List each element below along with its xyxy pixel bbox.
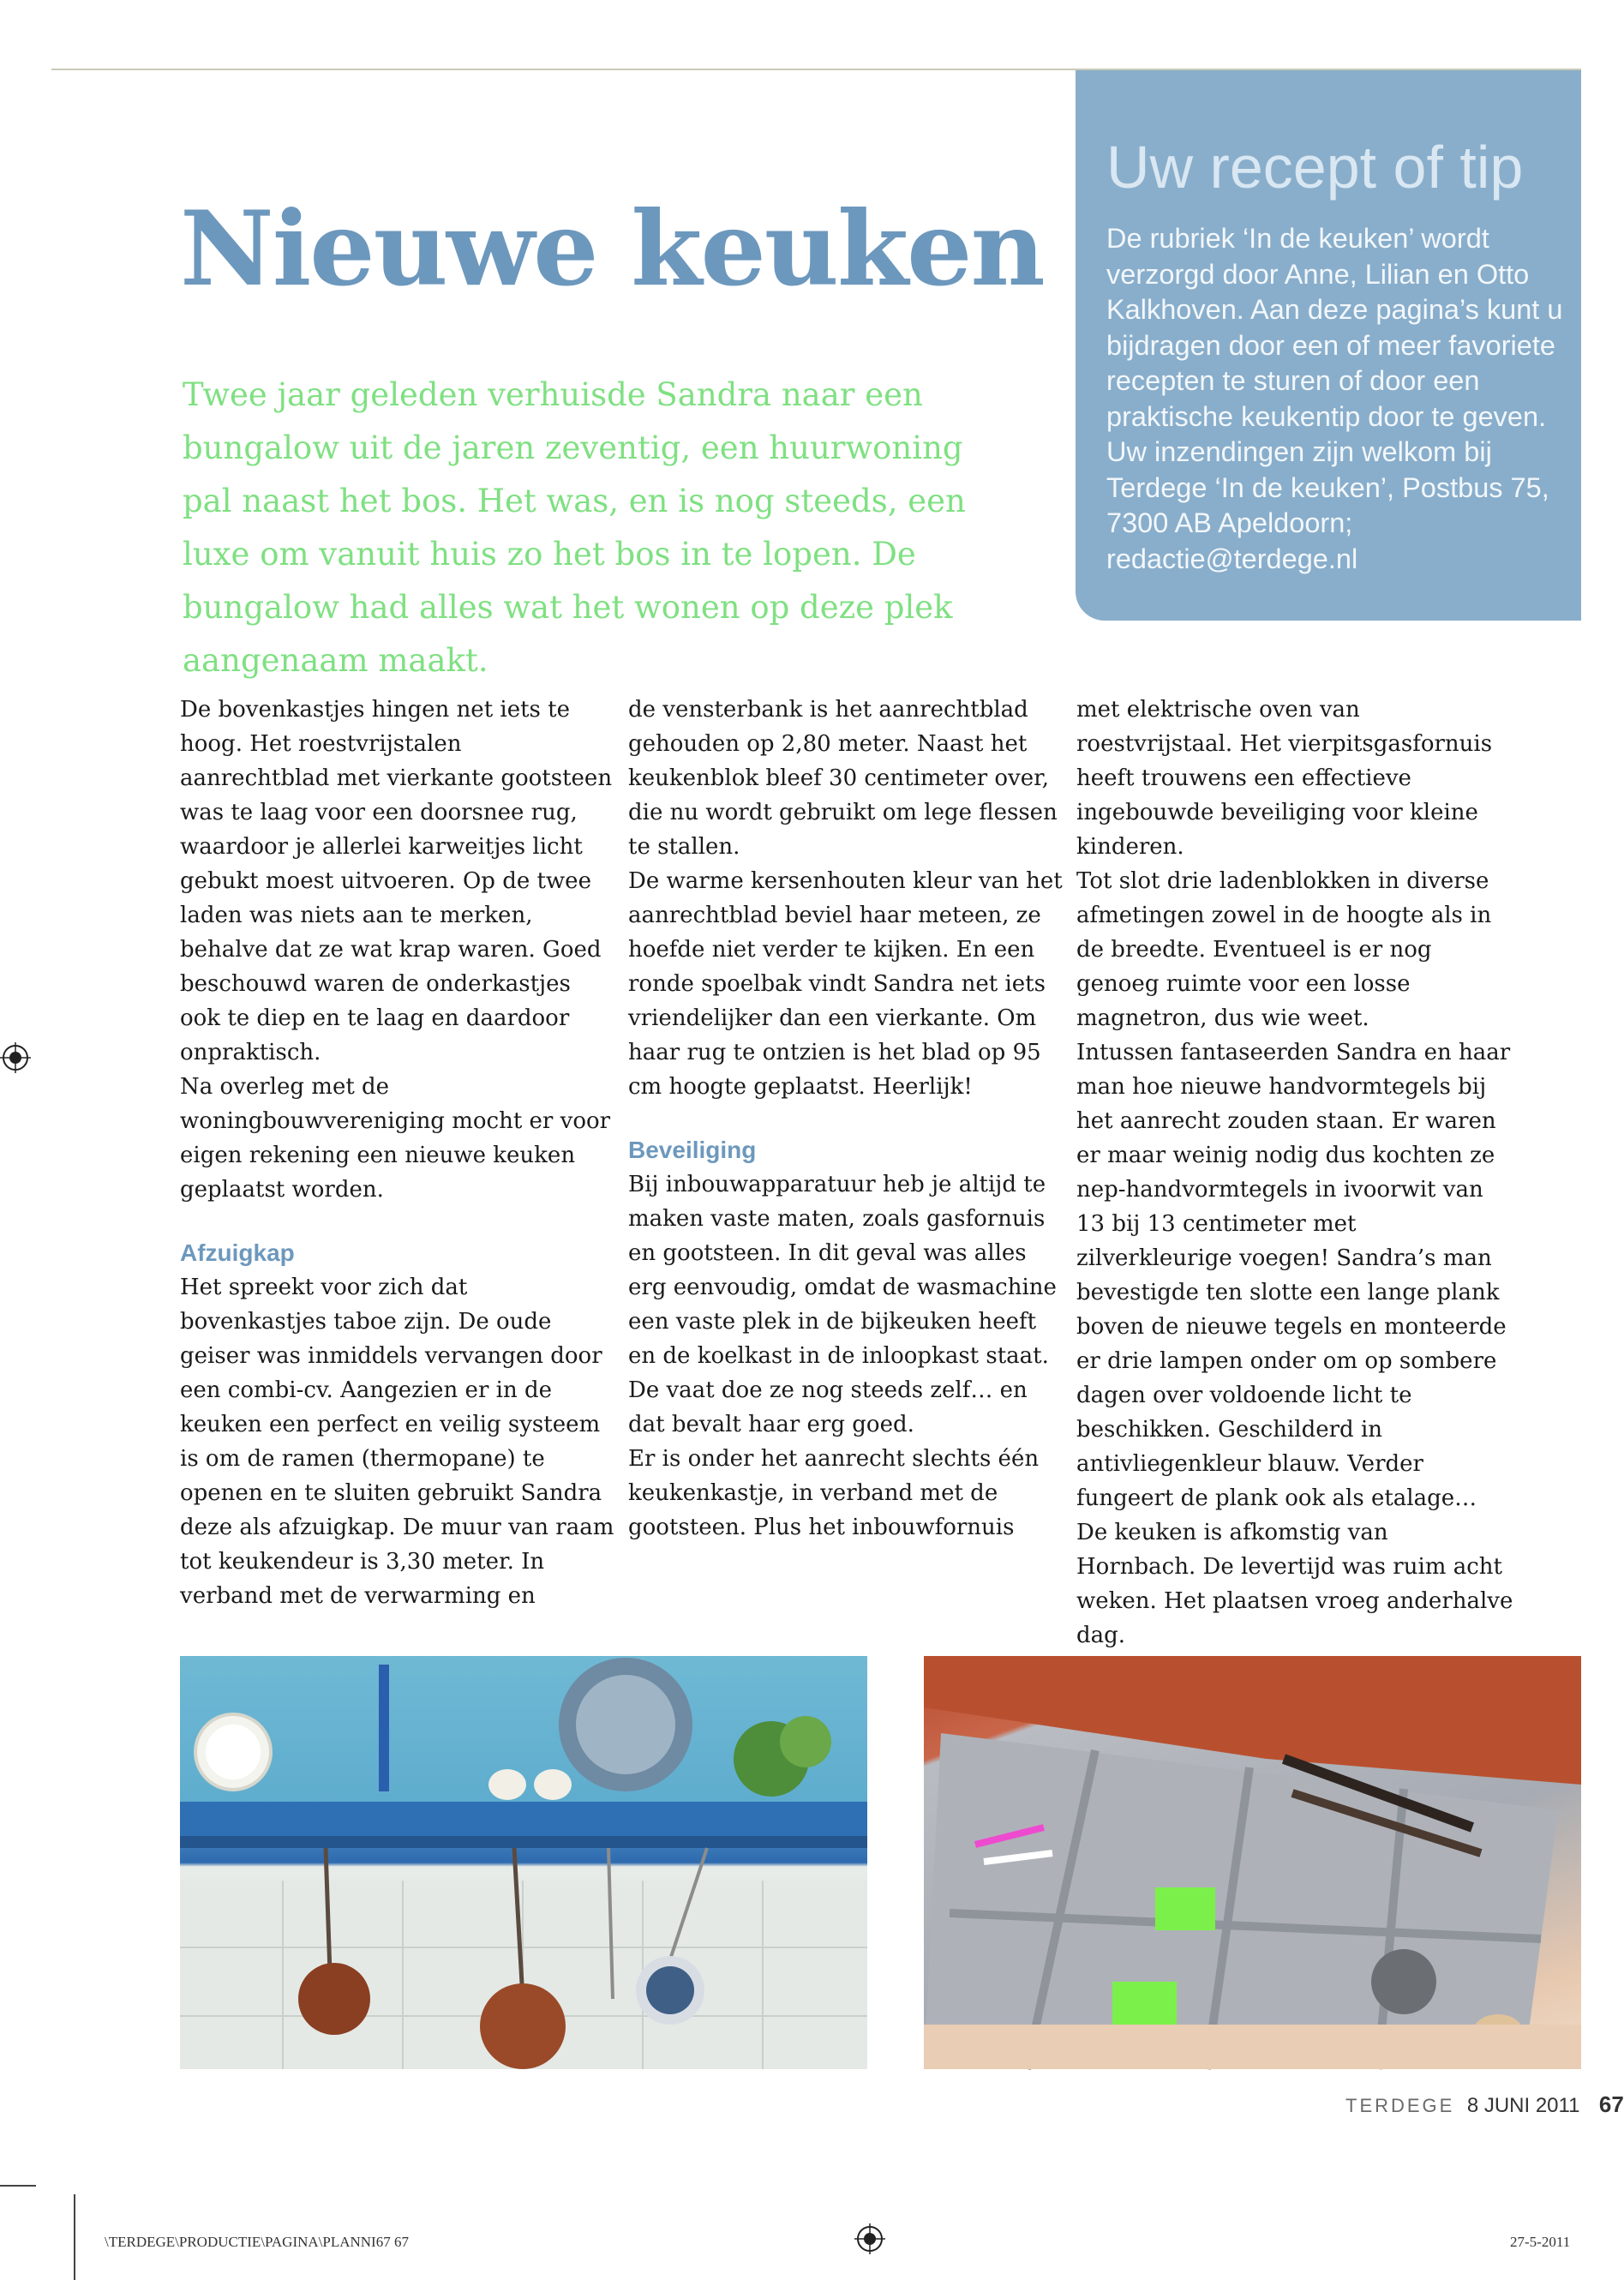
paragraph: Na overleg met de woningbouwvereniging mocht er voor eigen rekening een nieuwe keuken geplaatst worden. <box>180 1074 611 1203</box>
subheading-beveiliging: Beveiliging <box>628 1137 757 1163</box>
crop-mark <box>74 2194 75 2280</box>
crop-mark <box>0 2185 36 2187</box>
photo-kitchen-shelf <box>180 1656 867 2069</box>
photo-drawer-organizer <box>924 1656 1581 2069</box>
body-column-2 <box>628 693 1065 1545</box>
body-column-1 <box>180 693 617 1613</box>
paragraph: Intussen fantaseerden Sandra en haar man hoe nieuwe handvormtegels bij het aanrecht zouden staan. Er waren er maar weinig nodig dus kochten ze nep-handvormtegels in ivoorwit van 13 bij 13 centimeter met zilverkleurige voegen! Sandra’s man bevestigde ten slotte een lange plank boven de nieuwe tegels en monteerde er drie lampen onder om op sombere dagen over voldoende licht te beschikken. Geschilderd in antivliegenkleur blauw. Verder fungeert de plank ook als etalage… <box>1076 1040 1511 1511</box>
paragraph: met elektrische oven van roestvrijstaal. Het vierpitsgasfornuis heeft trouwens een effectieve ingebouwde beveiliging voor kleine kinderen. <box>1076 697 1493 860</box>
tip-box-title: Uw recept of tip <box>1106 134 1524 201</box>
paragraph: Het spreekt voor zich dat bovenkastjes taboe zijn. De oude geiser was inmiddels vervangen door een combi-cv. Aangezien er in de keuken een perfect en veilig systeem is om de ramen (thermopane) te openen en te sluiten gebruikt Sandra deze als afzuigkap. De muur van raam tot keukendeur is 3,30 meter. In verband met de verwarming en <box>180 1275 614 1609</box>
tip-box-text: De rubriek ‘In de keuken’ wordt verzorgd door Anne, Lilian en Otto Kalkhoven. Aan deze pagina’s kunt u bijdragen door een of meer favoriete recepten te sturen of door een praktische keukentip door te geven. Uw inzendingen zijn welkom bij Terdege ‘In de keuken’, Postbus 75, 7300 AB Apeldoorn; redactie@terdege.nl <box>1106 223 1563 574</box>
registration-mark-icon <box>0 1042 31 1073</box>
page-number: 67 <box>1598 2091 1624 2117</box>
paragraph: De warme kersenhouten kleur van het aanrechtblad beviel haar meteen, ze hoefde niet verder te kijken. En een ronde spoelbak vindt Sandra net iets vriendelijker dan een vierkante. Om haar rug te ontzien is het blad op 95 cm hoogte geplaatst. Heerlijk! <box>628 868 1063 1100</box>
article-intro: Twee jaar geleden verhuisde Sandra naar een bungalow uit de jaren zeventig, een huurwoning pal naast het bos. Het was, en is nog steeds, een luxe om vanuit huis zo het bos in te lopen. De bungalow had alles wat het wonen op deze plek aangenaam maakt. <box>183 376 966 679</box>
magazine-name: TERDEGE <box>1345 2095 1455 2116</box>
page-footer <box>1345 2091 1624 2118</box>
paragraph: De bovenkastjes hingen net iets te hoog. Het roestvrijstalen aanrechtblad met vierkante gootsteen was te laag voor een doorsnee rug, waardoor je allerlei karweitjes licht gebukt moest uitvoeren. Op de twee laden was niets aan te merken, behalve dat ze wat krap waren. Goed beschouwd waren de onderkastjes ook te diep en te laag en daardoor onpraktisch. <box>180 697 613 1065</box>
registration-mark-icon <box>854 2223 885 2254</box>
paragraph: De keuken is afkomstig van Hornbach. De levertijd was ruim acht weken. Het plaatsen vroeg anderhalve dag. <box>1076 1520 1513 1648</box>
tip-box <box>1076 70 1581 621</box>
print-slug-date: 27-5-2011 <box>1510 2234 1571 2250</box>
article-title: Nieuwe keuken <box>180 189 1044 309</box>
print-slug-path: \TERDEGE\PRODUCTIE\PAGINA\PLANNI67 67 <box>105 2234 409 2250</box>
body-column-3 <box>1076 693 1513 1653</box>
subheading-afzuigkap: Afzuigkap <box>180 1239 295 1266</box>
paragraph: Bij inbouwapparatuur heb je altijd te maken vaste maten, zoals gasfornuis en gootsteen. In dit geval was alles erg eenvoudig, omdat de wasmachine een vaste plek in de bijkeuken heeft en de koelkast in de inloopkast staat. De vaat doe ze nog steeds zelf… en dat bevalt haar erg goed. <box>628 1172 1057 1437</box>
paragraph: Er is onder het aanrecht slechts één keukenkastje, in verband met de gootsteen. Plus het inbouwfornuis <box>628 1446 1040 1540</box>
paragraph: de vensterbank is het aanrechtblad gehouden op 2,80 meter. Naast het keukenblok bleef 30 centimeter over, die nu wordt gebruikt om lege flessen te stallen. <box>628 697 1058 860</box>
paragraph: Tot slot drie ladenblokken in diverse afmetingen zowel in de hoogte als in de breedte. Eventueel is er nog genoeg ruimte voor een losse magnetron, dus wie weet. <box>1076 868 1492 1031</box>
drawer-illustration <box>924 1656 1581 2069</box>
issue-date: 8 JUNI 2011 <box>1466 2094 1580 2117</box>
shelf-illustration <box>180 1656 867 2069</box>
